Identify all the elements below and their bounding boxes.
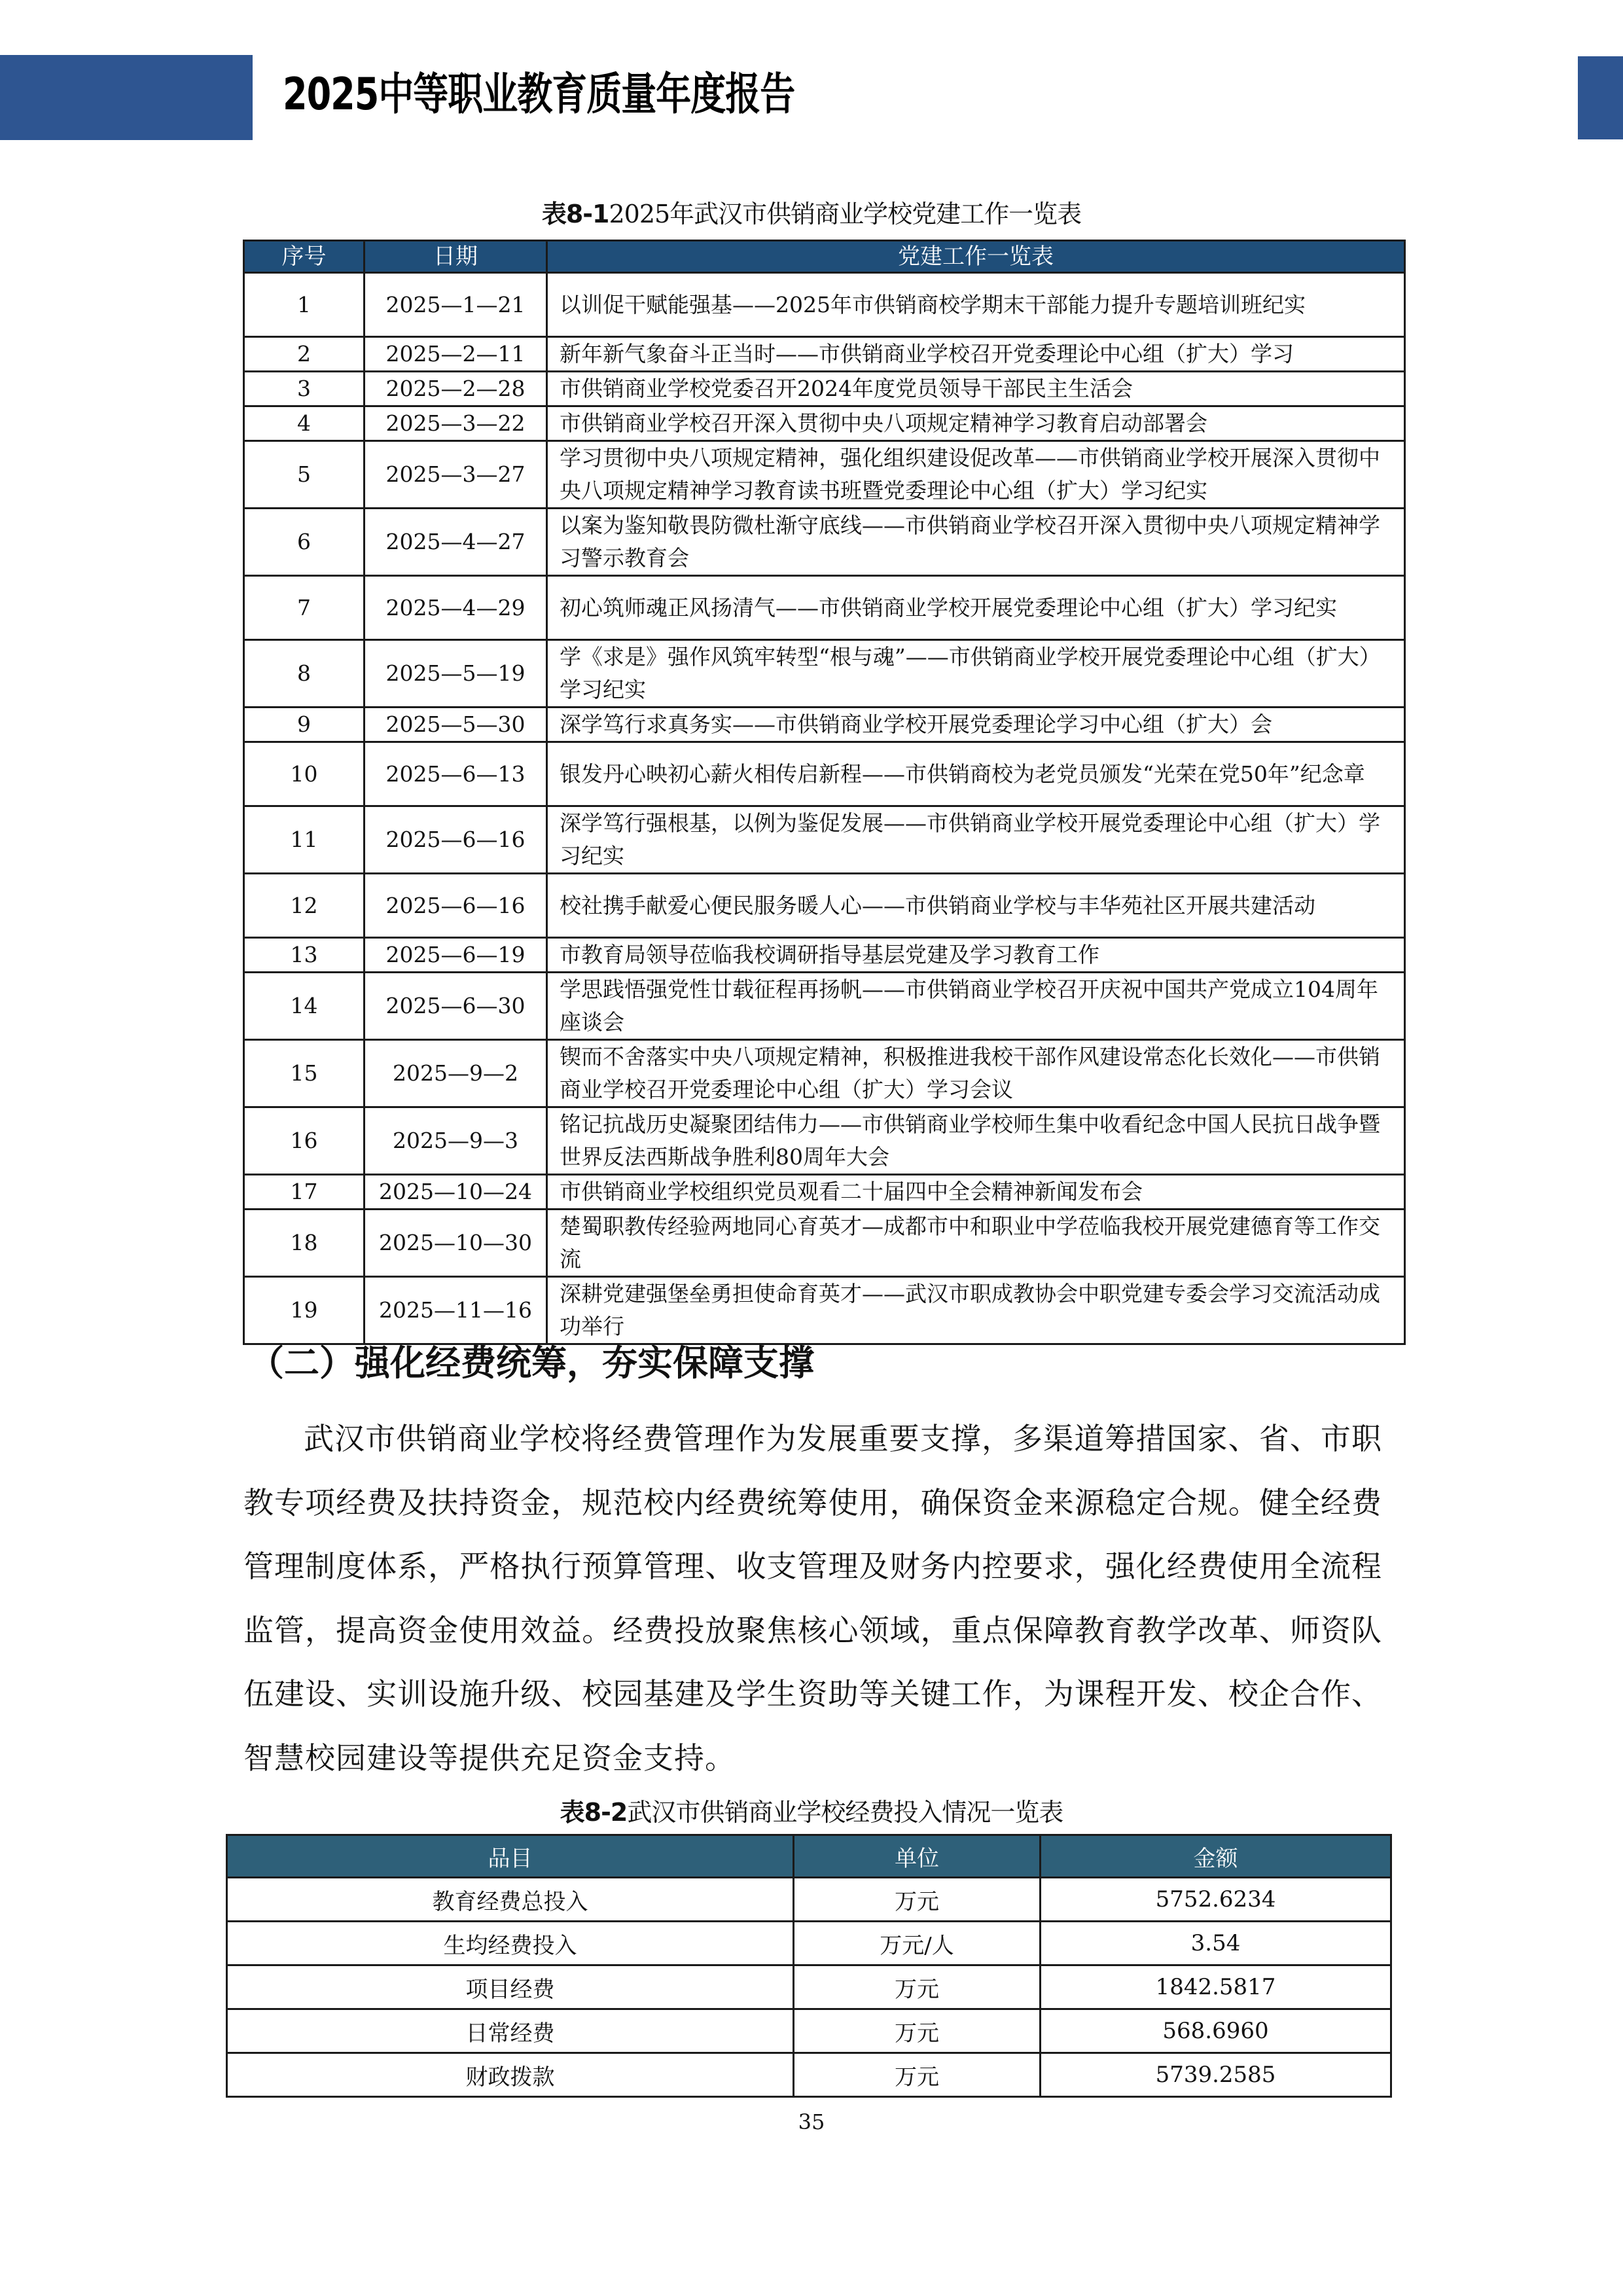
row-content-cell: 深学笃行求真务实——市供销商业学校开展党委理论学习中心组（扩大）会 — [547, 708, 1405, 742]
row-content-cell: 初心筑师魂正风扬清气——市供销商业学校开展党委理论中心组（扩大）学习纪实 — [547, 576, 1405, 640]
row-date-cell: 2025—6—16 — [365, 806, 547, 874]
row-date-cell: 2025—10—24 — [365, 1175, 547, 1210]
row-date-cell: 2025—4—27 — [365, 509, 547, 576]
row-number-cell: 4 — [244, 406, 365, 441]
row-unit-cell: 万元 — [794, 2009, 1041, 2053]
table-row — [244, 806, 1405, 874]
table-row — [244, 1040, 1405, 1107]
row-date-cell: 2025—1—21 — [365, 273, 547, 337]
row-number-cell: 8 — [244, 640, 365, 708]
row-number-cell: 12 — [244, 874, 365, 938]
table-row — [244, 509, 1405, 576]
row-content-cell: 以案为鉴知敬畏防微杜渐守底线——市供销商业学校召开深入贯彻中央八项规定精神学习警示教育会 — [547, 509, 1405, 576]
table-row — [227, 1922, 1391, 1965]
row-number-cell: 16 — [244, 1107, 365, 1175]
row-content-cell: 市供销商业学校召开深入贯彻中央八项规定精神学习教育启动部署会 — [547, 406, 1405, 441]
table1-caption-text: 2025年武汉市供销商业学校党建工作一览表 — [609, 200, 1082, 228]
row-number-cell: 11 — [244, 806, 365, 874]
row-number-cell: 18 — [244, 1210, 365, 1277]
row-number-cell: 19 — [244, 1277, 365, 1344]
row-date-cell: 2025—2—28 — [365, 372, 547, 406]
table2-caption-prefix: 表8-2 — [560, 1798, 628, 1827]
row-date-cell: 2025—10—30 — [365, 1210, 547, 1277]
row-item-cell: 财政拨款 — [227, 2053, 794, 2097]
row-content-cell: 学习贯彻中央八项规定精神，强化组织建设促改革——市供销商业学校开展深入贯彻中央八项规定精神学习教育读书班暨党委理论中心组（扩大）学习纪实 — [547, 441, 1405, 509]
row-amount-cell: 5752.6234 — [1041, 1878, 1391, 1922]
row-date-cell: 2025—5—19 — [365, 640, 547, 708]
row-date-cell: 2025—11—16 — [365, 1277, 547, 1344]
row-content-cell: 深学笃行强根基，以例为鉴促发展——市供销商业学校开展党委理论中心组（扩大）学习纪实 — [547, 806, 1405, 874]
row-item-cell: 日常经费 — [227, 2009, 794, 2053]
row-content-cell: 以训促干赋能强基——2025年市供销商校学期末干部能力提升专题培训班纪实 — [547, 273, 1405, 337]
row-number-cell: 17 — [244, 1175, 365, 1210]
row-number-cell: 14 — [244, 973, 365, 1040]
table2-header-row — [227, 1835, 1391, 1878]
table-row — [227, 1878, 1391, 1922]
row-number-cell: 7 — [244, 576, 365, 640]
row-content-cell: 市供销商业学校党委召开2024年度党员领导干部民主生活会 — [547, 372, 1405, 406]
table1-header-row — [244, 241, 1405, 273]
table1-caption — [0, 194, 1623, 230]
table-row — [244, 1210, 1405, 1277]
row-amount-cell: 1842.5817 — [1041, 1965, 1391, 2009]
row-number-cell: 2 — [244, 337, 365, 372]
table-row — [244, 973, 1405, 1040]
column-header-content: 党建工作一览表 — [547, 241, 1405, 273]
row-date-cell: 2025—6—16 — [365, 874, 547, 938]
funding-table — [226, 1834, 1392, 2098]
row-content-cell: 学思践悟强党性廿载征程再扬帆——市供销商业学校召开庆祝中国共产党成立104周年座谈会 — [547, 973, 1405, 1040]
row-content-cell: 锲而不舍落实中央八项规定精神，积极推进我校干部作风建设常态化长效化——市供销商业学校召开党委理论中心组（扩大）学习会议 — [547, 1040, 1405, 1107]
header-accent-bar-left — [0, 55, 253, 140]
row-date-cell: 2025—6—19 — [365, 938, 547, 973]
table1-caption-prefix: 表8-1 — [541, 200, 609, 228]
table-row — [227, 2053, 1391, 2097]
report-title: 2025中等职业教育质量年度报告 — [283, 68, 795, 120]
row-amount-cell: 568.6960 — [1041, 2009, 1391, 2053]
table-row — [244, 337, 1405, 372]
row-amount-cell: 3.54 — [1041, 1922, 1391, 1965]
row-content-cell: 楚蜀职教传经验两地同心育英才—成都市中和职业中学莅临我校开展党建德育等工作交流 — [547, 1210, 1405, 1277]
row-number-cell: 1 — [244, 273, 365, 337]
column-header-item: 品目 — [227, 1835, 794, 1878]
table-row — [227, 1965, 1391, 2009]
column-header-unit: 单位 — [794, 1835, 1041, 1878]
row-number-cell: 5 — [244, 441, 365, 509]
row-content-cell: 市教育局领导莅临我校调研指导基层党建及学习教育工作 — [547, 938, 1405, 973]
row-number-cell: 10 — [244, 742, 365, 806]
row-unit-cell: 万元/人 — [794, 1922, 1041, 1965]
row-date-cell: 2025—3—22 — [365, 406, 547, 441]
table-row — [244, 742, 1405, 806]
column-header-amount: 金额 — [1041, 1835, 1391, 1878]
row-content-cell: 银发丹心映初心薪火相传启新程——市供销商校为老党员颁发“光荣在党50年”纪念章 — [547, 742, 1405, 806]
table-row — [244, 576, 1405, 640]
row-content-cell: 校社携手献爱心便民服务暖人心——市供销商业学校与丰华苑社区开展共建活动 — [547, 874, 1405, 938]
table-row — [244, 708, 1405, 742]
row-date-cell: 2025—6—13 — [365, 742, 547, 806]
row-date-cell: 2025—3—27 — [365, 441, 547, 509]
row-content-cell: 市供销商业学校组织党员观看二十届四中全会精神新闻发布会 — [547, 1175, 1405, 1210]
row-item-cell: 项目经费 — [227, 1965, 794, 2009]
page-number: 35 — [798, 2109, 825, 2134]
row-date-cell: 2025—5—30 — [365, 708, 547, 742]
row-date-cell: 2025—2—11 — [365, 337, 547, 372]
table-row — [244, 441, 1405, 509]
table-row — [244, 874, 1405, 938]
row-date-cell: 2025—9—2 — [365, 1040, 547, 1107]
table-row — [244, 406, 1405, 441]
table-row — [244, 640, 1405, 708]
table-row — [227, 2009, 1391, 2053]
table-row — [244, 938, 1405, 973]
body-paragraph: 武汉市供销商业学校将经费管理作为发展重要支撑，多渠道筹措国家、省、市职教专项经费及扶持资金，规范校内经费统筹使用，确保资金来源稳定合规。健全经费管理制度体系，严格执行预算管理、收支管理及财务内控要求，强化经费使用全流程监管，提高资金使用效益。经费投放聚焦核心领域，重点保障教育教学改革、师资队伍建设、实训设施升级、校园基建及学生资助等关键工作，为课程开发、校企合作、智慧校园建设等提供充足资金支持。 — [243, 1421, 1382, 1776]
row-amount-cell: 5739.2585 — [1041, 2053, 1391, 2097]
party-building-table — [243, 240, 1406, 1345]
table2-caption — [0, 1792, 1623, 1828]
row-number-cell: 9 — [244, 708, 365, 742]
table-row — [244, 273, 1405, 337]
row-number-cell: 6 — [244, 509, 365, 576]
row-date-cell: 2025—4—29 — [365, 576, 547, 640]
table-row — [244, 1175, 1405, 1210]
table-row — [244, 1107, 1405, 1175]
row-content-cell: 学《求是》强作风筑牢转型“根与魂”——市供销商业学校开展党委理论中心组（扩大）学习纪实 — [547, 640, 1405, 708]
row-unit-cell: 万元 — [794, 1965, 1041, 2009]
row-item-cell: 生均经费投入 — [227, 1922, 794, 1965]
column-header-date: 日期 — [365, 241, 547, 273]
row-number-cell: 3 — [244, 372, 365, 406]
row-date-cell: 2025—6—30 — [365, 973, 547, 1040]
row-unit-cell: 万元 — [794, 2053, 1041, 2097]
row-unit-cell: 万元 — [794, 1878, 1041, 1922]
row-content-cell: 铭记抗战历史凝聚团结伟力——市供销商业学校师生集中收看纪念中国人民抗日战争暨世界反法西斯战争胜利80周年大会 — [547, 1107, 1405, 1175]
section-heading: （二）强化经费统筹，夯实保障支撑 — [249, 1342, 814, 1384]
table-row — [244, 1277, 1405, 1344]
row-number-cell: 13 — [244, 938, 365, 973]
column-header-number: 序号 — [244, 241, 365, 273]
table-row — [244, 372, 1405, 406]
row-content-cell: 深耕党建强堡垒勇担使命育英才——武汉市职成教协会中职党建专委会学习交流活动成功举行 — [547, 1277, 1405, 1344]
table2-caption-text: 武汉市供销商业学校经费投入情况一览表 — [627, 1798, 1063, 1827]
row-item-cell: 教育经费总投入 — [227, 1878, 794, 1922]
row-number-cell: 15 — [244, 1040, 365, 1107]
header-accent-bar-right — [1578, 56, 1623, 139]
row-content-cell: 新年新气象奋斗正当时——市供销商业学校召开党委理论中心组（扩大）学习 — [547, 337, 1405, 372]
row-date-cell: 2025—9—3 — [365, 1107, 547, 1175]
